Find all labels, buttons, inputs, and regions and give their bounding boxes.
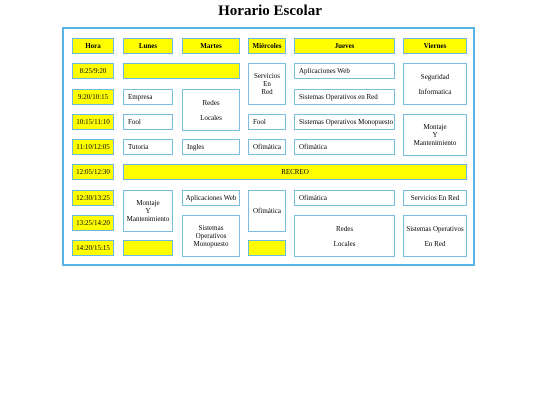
subject-ingles: Ingles — [182, 139, 240, 155]
subject-redes-locales-jueves: Redes Locales — [294, 215, 395, 257]
subject-sistemas-operativos-en-red-jueves: Sistemas Operativos en Red — [294, 89, 395, 105]
subject-tutoria: Tutoria — [123, 139, 173, 155]
time-slot-6: 12:30/13:25 — [72, 190, 114, 206]
subject-montaje-mantenimiento-viernes: Montaje Y Mantenimiento — [403, 114, 467, 156]
subject-servicios-en-red-viernes: Servicios En Red — [403, 190, 467, 206]
header-hora: Hora — [72, 38, 114, 54]
time-slot-8: 14:20/15:15 — [72, 240, 114, 256]
subject-redes-locales-martes: Redes Locales — [182, 89, 240, 131]
subject-ofimatica-jueves: Ofimática — [294, 139, 395, 155]
subject-sistemas-operativos-monopuesto-jueves: Sistemas Operativos Monopuesto — [294, 114, 395, 130]
subject-aplicaciones-web-martes: Aplicaciones Web — [182, 190, 240, 206]
time-slot-7: 13:25/14:20 — [72, 215, 114, 231]
header-martes: Martes — [182, 38, 240, 54]
subject-servicios-en-red-miercoles: Servicios En Red — [248, 63, 286, 105]
subject-ofimatica-miercoles: Ofimática — [248, 139, 286, 155]
time-slot-1: 8:25/9:20 — [72, 63, 114, 79]
time-slot-3: 10:15/11:10 — [72, 114, 114, 130]
time-slot-2: 9:20/10:15 — [72, 89, 114, 105]
header-viernes: Viernes — [403, 38, 467, 54]
time-slot-5: 12:05/12:30 — [72, 164, 114, 180]
subject-montaje-mantenimiento-lunes: Montaje Y Mantenimiento — [123, 190, 173, 232]
empty-slot-lunes-martes — [123, 63, 240, 79]
header-jueves: Jueves — [294, 38, 395, 54]
page-title: Horario Escolar — [218, 3, 322, 19]
subject-fool-miercoles: Fool — [248, 114, 286, 130]
empty-slot-lunes-last — [123, 240, 173, 256]
subject-fool-lunes: Fool — [123, 114, 173, 130]
subject-ofimatica-jueves-tarde: Ofimática — [294, 190, 395, 206]
subject-ofimatica-miercoles-tarde: Ofimática — [248, 190, 286, 232]
subject-empresa: Empresa — [123, 89, 173, 105]
header-miercoles: Miércoles — [248, 38, 286, 54]
empty-slot-miercoles-last — [248, 240, 286, 256]
time-slot-4: 11:10/12:05 — [72, 139, 114, 155]
recreo-banner: RECREO — [123, 164, 467, 180]
subject-sistemas-operativos-en-red-viernes: Sistemas Operativos En Red — [403, 215, 467, 257]
subject-sistemas-operativos-monopuesto-martes: Sistemas Operativos Monopuesto — [182, 215, 240, 257]
subject-aplicaciones-web-jueves: Aplicaciones Web — [294, 63, 395, 79]
header-lunes: Lunes — [123, 38, 173, 54]
subject-seguridad-informatica: Seguridad Informatica — [403, 63, 467, 105]
